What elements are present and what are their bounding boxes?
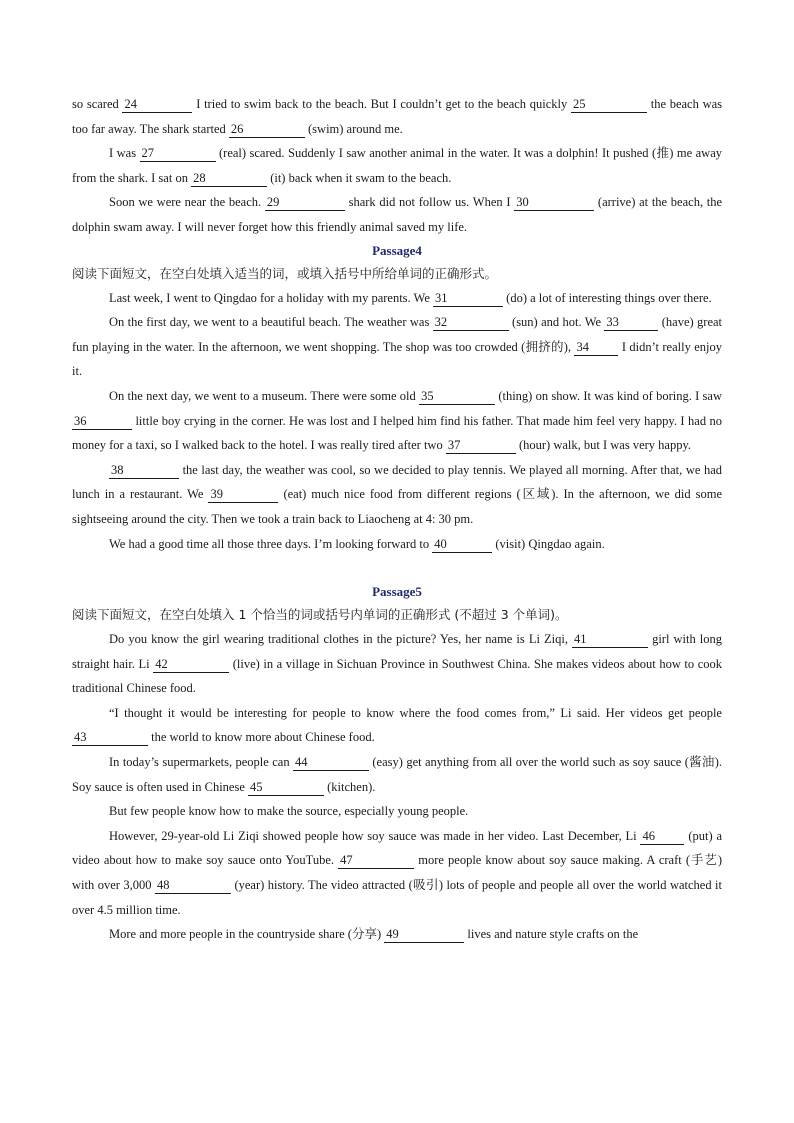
text: However, 29-year-old Li Ziqi showed people how soy sauce was made in her video. Last December, Li	[109, 828, 637, 843]
text: I was	[109, 146, 137, 161]
blank-48[interactable]: 48	[155, 878, 231, 894]
text: Do you know the girl wearing traditional clothes in the picture? Yes, her name is Li Ziqi,	[109, 632, 568, 647]
passage5-title: Passage5	[372, 584, 422, 600]
blank-27[interactable]: 27	[140, 146, 216, 162]
passage5-para2	[72, 701, 722, 750]
text: (easy) get anything from all over the world such as soy sauce (酱油). Soy sauce is often used in Chinese	[72, 755, 722, 794]
passage5-instruction: 阅读下面短文，在空白处填入 1 个恰当的词或括号内单词的正确形式 (不超过 3 个单词)。	[72, 607, 568, 623]
text: I tried to swim back to the beach. But I couldn’t get to the beach quickly	[196, 97, 568, 111]
text: Last week, I went to Qingdao for a holiday with my parents. We	[109, 290, 430, 305]
blank-42[interactable]: 42	[153, 657, 229, 673]
blank-37[interactable]: 37	[446, 438, 516, 454]
text: “I thought it would be interesting for people to know where the food comes from,” Li said. Her videos get people	[109, 705, 722, 720]
text: (sun) and hot. We	[512, 315, 602, 330]
text: (real) scared. Suddenly I saw another animal in the water. It was a dolphin! It pushed (推) me away from the shark. I sat on	[72, 146, 723, 185]
text: (thing) on show. It was kind of boring. I saw	[498, 388, 722, 403]
blank-40[interactable]: 40	[432, 537, 492, 553]
passage4-para1	[72, 286, 722, 311]
blank-30[interactable]: 30	[514, 195, 594, 211]
text: lives and nature style crafts on the	[467, 927, 639, 942]
text: (put) a video about how to make soy sauce onto YouTube.	[72, 828, 723, 868]
text: so scared	[72, 97, 119, 111]
text: (live) in a village in Sichuan Province in Southwest China. She makes videos about how to cook traditional Chinese food.	[72, 656, 723, 696]
passage4-instruction: 阅读下面短文，在空白处填入适当的词，或填入括号中所给单词的正确形式。	[72, 265, 498, 281]
text: In today’s supermarkets, people can	[109, 755, 290, 770]
blank-25[interactable]: 25	[571, 97, 647, 113]
text: (visit) Qingdao again.	[495, 536, 605, 551]
blank-46[interactable]: 46	[640, 829, 684, 845]
blank-49[interactable]: 49	[384, 927, 464, 943]
text: the beach was too far away. The shark started	[72, 97, 723, 136]
passage3-para2	[72, 141, 722, 190]
text: (arrive) at the beach, the dolphin swam away. I will never forget how this friendly animal saved my life.	[72, 195, 723, 234]
text: (kitchen).	[327, 779, 376, 794]
passage5-para5	[72, 824, 722, 922]
text: girl with long straight hair. Li	[72, 632, 722, 671]
blank-31[interactable]: 31	[433, 291, 503, 307]
text: (eat) much nice food from different regions (区域). In the afternoon, we did some sightseeing around the city. Then we took a train back to Liaocheng at 4: 30 pm.	[72, 487, 723, 526]
blank-26[interactable]: 26	[229, 122, 305, 138]
spacer	[72, 556, 722, 581]
text: shark did not follow us. When I	[348, 195, 511, 210]
blank-35[interactable]: 35	[419, 389, 495, 405]
text: (year) history. The video attracted (吸引) lots of people and people all over the world watched it over 4.5 million time.	[72, 878, 723, 917]
text: more people know about soy sauce making. A craft (手艺) with over 3,000	[72, 853, 723, 893]
passage4-para4	[72, 458, 722, 532]
blank-38[interactable]: 38	[109, 463, 179, 479]
blank-32[interactable]: 32	[433, 315, 509, 331]
text: I didn’t really enjoy it.	[72, 339, 722, 379]
text: the world to know more about Chinese food.	[151, 730, 375, 745]
passage4-para5	[72, 532, 722, 557]
text: the last day, the weather was cool, so we decided to play tennis. We played all morning. After that, we had lunch in a restaurant. We	[72, 462, 723, 502]
blank-45[interactable]: 45	[248, 780, 324, 796]
passage3-para1	[72, 92, 722, 141]
text: (have) great fun playing in the water. In the afternoon, we went shopping. The shop was too crowded (拥挤的),	[72, 315, 723, 354]
text: More and more people in the countryside share (分享)	[109, 927, 382, 942]
passage3-para3	[72, 190, 722, 239]
blank-44[interactable]: 44	[293, 755, 369, 771]
text: On the next day, we went to a museum. There were some old	[109, 388, 416, 403]
text: (swim) around me.	[308, 121, 403, 136]
passage5-para1	[72, 627, 722, 701]
blank-39[interactable]: 39	[208, 487, 278, 503]
blank-24[interactable]: 24	[122, 97, 192, 113]
blank-29[interactable]: 29	[265, 195, 345, 211]
text: On the first day, we went to a beautiful beach. The weather was	[109, 315, 430, 330]
text: (it) back when it swam to the beach.	[270, 170, 452, 185]
document-page	[72, 92, 722, 947]
passage5-para3	[72, 750, 722, 799]
passage4-title: Passage4	[372, 242, 422, 258]
passage4-para3	[72, 384, 722, 458]
passage4-para2	[72, 310, 722, 384]
blank-34[interactable]: 34	[574, 340, 618, 356]
passage5-para4: But few people know how to make the source, especially young people.	[109, 804, 469, 819]
blank-47[interactable]: 47	[338, 853, 414, 869]
blank-41[interactable]: 41	[572, 632, 648, 648]
blank-36[interactable]: 36	[72, 414, 132, 430]
blank-43[interactable]: 43	[72, 730, 148, 746]
blank-28[interactable]: 28	[191, 171, 267, 187]
passage5-para6	[72, 922, 722, 947]
text: little boy crying in the corner. He was lost and I helped him find his father. That made him feel very happy. I had no money for a taxi, so I walked back to the hotel. I was really tired after two	[72, 413, 723, 453]
text: (hour) walk, but I was very happy.	[518, 438, 692, 453]
text: We had a good time all those three days. I’m looking forward to	[109, 536, 430, 551]
blank-33[interactable]: 33	[604, 315, 658, 331]
text: (do) a lot of interesting things over there.	[506, 290, 712, 305]
text: Soon we were near the beach.	[109, 195, 262, 210]
